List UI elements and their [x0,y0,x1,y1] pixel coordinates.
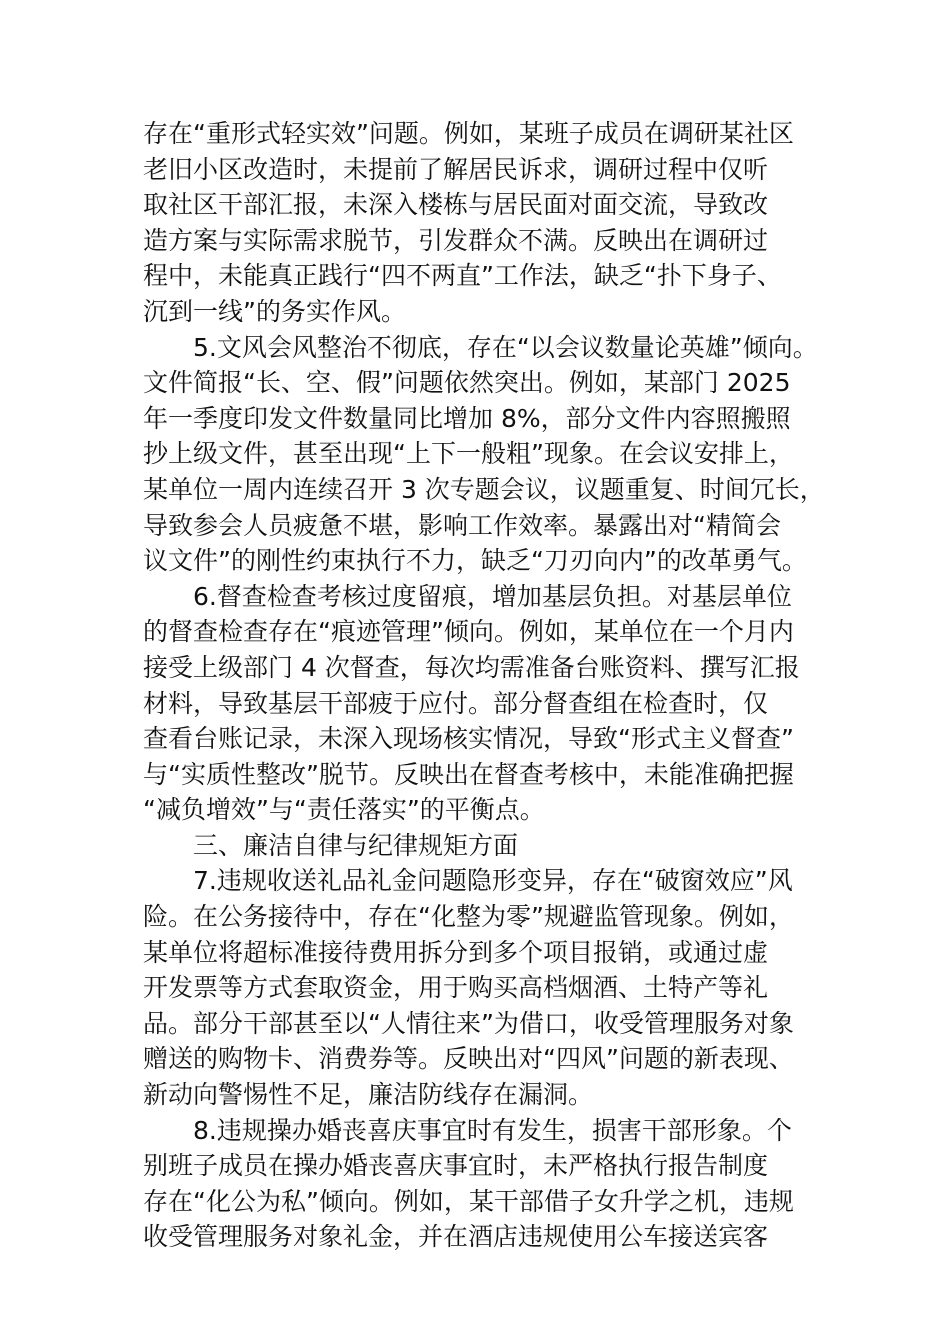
text-line: 赠送的购物卡、消费券等。反映出对“四风”问题的新表现、 [143,1044,794,1074]
text-line: 品。部分干部甚至以“人情往来”为借口，收受管理服务对象 [143,1008,794,1038]
text-line: 存在“化公为私”倾向。例如，某干部借子女升学之机，违规 [143,1186,794,1216]
text-line: 老旧小区改造时，未提前了解居民诉求，调研过程中仅听 [143,154,769,184]
text-line: 查看台账记录，未深入现场核实情况，导致“形式主义督查” [143,724,794,754]
text-line: 导致参会人员疲惫不堪，影响工作效率。暴露出对“精简会 [143,510,781,540]
text-line: 抄上级文件，甚至出现“上下一般粗”现象。在会议安排上， [143,439,794,469]
text-line: “减负增效”与“责任落实”的平衡点。 [143,795,545,825]
text-line: 取社区干部汇报，未深入楼栋与居民面对面交流，导致改 [143,190,769,220]
document-body [143,116,843,1255]
text-line: 新动向警惕性不足，廉洁防线存在漏洞。 [143,1080,594,1110]
text-line: 的督查检查存在“痕迹管理”倾向。例如，某单位在一个月内 [143,617,794,647]
text-line: 险。在公务接待中，存在“化整为零”规避监管现象。例如， [143,902,794,932]
paragraph-first-line: 8.违规操办婚丧喜庆事宜时有发生，损害干部形象。个 [193,1115,792,1145]
text-line: 沉到一线”的务实作风。 [143,296,406,326]
text-line: 文件简报“长、空、假”问题依然突出。例如，某部门 2025 [143,368,791,398]
text-line: 议文件”的刚性约束执行不力，缺乏“刀刃向内”的改革勇气。 [143,546,807,576]
text-line: 接受上级部门 4 次督查，每次均需准备台账资料、撰写汇报 [143,652,800,682]
text-line: 造方案与实际需求脱节，引发群众不满。反映出在调研过 [143,225,769,255]
text-line: 某单位将超标准接待费用拆分到多个项目报销，或通过虚 [143,937,769,967]
text-line: 存在“重形式轻实效”问题。例如，某班子成员在调研某社区 [143,119,794,148]
paragraph-first-line: 6.督查检查考核过度留痕，增加基层负担。对基层单位 [193,581,792,611]
text-line: 开发票等方式套取资金，用于购买高档烟酒、土特产等礼 [143,973,769,1003]
text-line: 与“实质性整改”脱节。反映出在督查考核中，未能准确把握 [143,759,794,789]
paragraph-first-line: 5.文风会风整治不彻底，存在“以会议数量论英雄”倾向。 [193,332,818,362]
text-line: 某单位一周内连续召开 3 次专题会议，议题重复、时间冗长， [143,474,825,504]
text-line: 收受管理服务对象礼金，并在酒店违规使用公车接送宾客 [143,1222,769,1252]
text-line: 材料，导致基层干部疲于应付。部分督查组在检查时，仅 [143,688,769,718]
paragraph-first-line: 7.违规收送礼品礼金问题隐形变异，存在“破窗效应”风 [193,866,793,896]
text-line: 别班子成员在操办婚丧喜庆事宜时，未严格执行报告制度 [143,1151,769,1181]
text-line: 程中，未能真正践行“四不两直”工作法，缺乏“扑下身子、 [143,261,782,291]
paragraph-first-line: 三、廉洁自律与纪律规矩方面 [193,830,519,860]
text-line: 年一季度印发文件数量同比增加 8%，部分文件内容照搬照 [143,403,791,433]
